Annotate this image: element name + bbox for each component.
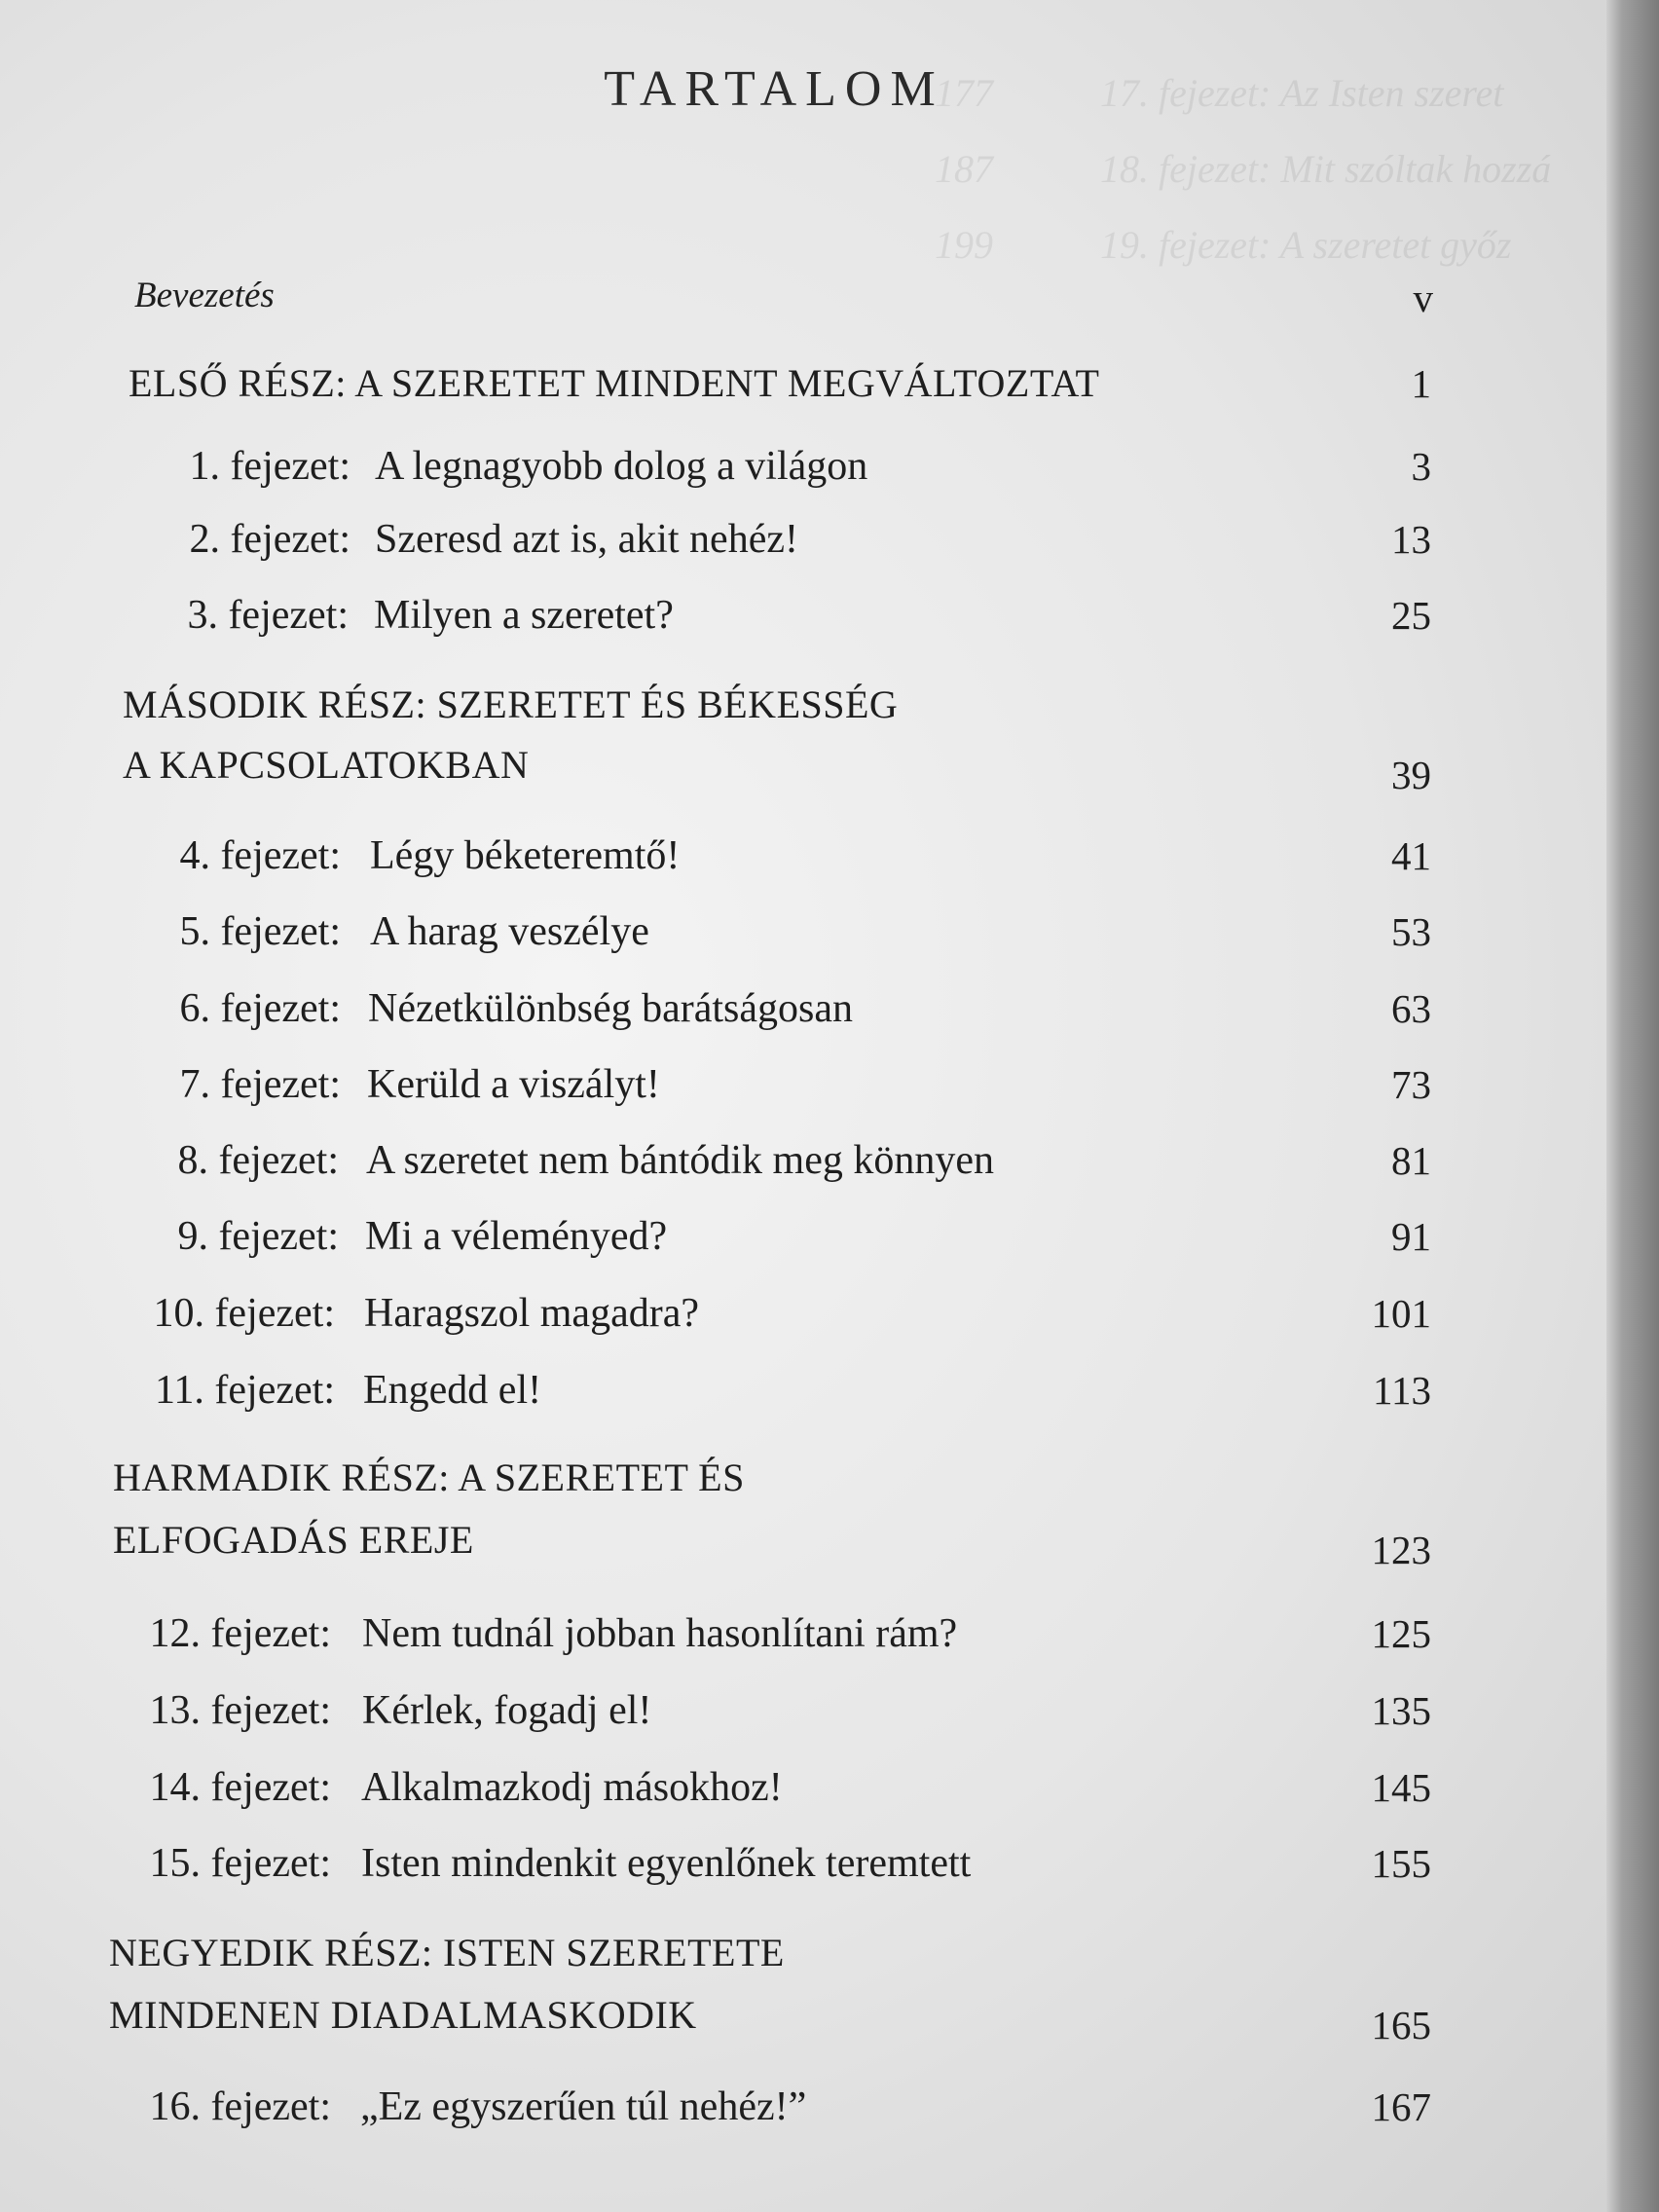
chapter-title: Kérlek, fogadj el!	[362, 1688, 652, 1733]
chapter-number: 16. fejezet:	[149, 2084, 331, 2129]
chapter-number: 15. fejezet:	[149, 1841, 331, 1886]
toc-chapter-row	[0, 1290, 1606, 1348]
toc-chapter-row	[0, 1213, 1606, 1272]
part-title: ELFOGADÁS EREJE	[113, 1518, 474, 1562]
page-number: 73	[1391, 1062, 1431, 1107]
page-number: v	[1413, 276, 1433, 320]
part-title: ELSŐ RÉSZ: A SZERETET MINDENT MEGVÁLTOZTAT	[129, 361, 1100, 405]
page-number: 135	[1371, 1688, 1431, 1733]
chapter-title: A szeretet nem bántódik meg könnyen	[366, 1138, 994, 1183]
toc-part-row	[0, 682, 1606, 740]
page-number: 63	[1391, 986, 1431, 1031]
bleed-through-line: 17. fejezet: Az Isten szeret	[1100, 71, 1504, 115]
page-number: 41	[1391, 833, 1431, 878]
toc-part-row	[0, 1992, 1606, 2050]
chapter-number: 8. fejezet:	[177, 1138, 339, 1183]
chapter-number: 9. fejezet:	[177, 1214, 339, 1259]
toc-chapter-row	[0, 1764, 1606, 1823]
chapter-title: A harag veszélye	[370, 909, 649, 954]
page-number: 25	[1391, 593, 1431, 638]
page-number: 145	[1371, 1765, 1431, 1810]
chapter-title: „Ez egyszerűen túl nehéz!”	[360, 2084, 807, 2129]
toc-chapter-row	[0, 2083, 1606, 2142]
page-number: 113	[1373, 1368, 1431, 1413]
toc-part-row	[0, 1517, 1606, 1575]
bleed-through-page: 177	[935, 71, 993, 115]
page-number: 13	[1391, 517, 1431, 562]
part-title: NEGYEDIK RÉSZ: ISTEN SZERETETE	[109, 1931, 785, 1974]
page-number: 165	[1371, 2003, 1431, 2047]
part-title: HARMADIK RÉSZ: A SZERETET ÉS	[113, 1456, 745, 1499]
chapter-number: 5. fejezet:	[179, 909, 341, 954]
toc-chapter-row	[0, 1061, 1606, 1120]
page-number: 155	[1371, 1841, 1431, 1886]
toc-chapter-row	[0, 443, 1606, 501]
toc-chapter-row	[0, 832, 1606, 891]
toc-part-row	[0, 1930, 1606, 1988]
page-number: 123	[1371, 1528, 1431, 1572]
chapter-title: Alkalmazkodj másokhoz!	[361, 1765, 783, 1810]
toc-chapter-row	[0, 1137, 1606, 1196]
page-number: 101	[1371, 1291, 1431, 1336]
chapter-number: 4. fejezet:	[179, 833, 341, 878]
page-number: 39	[1391, 753, 1431, 797]
page-number: 167	[1371, 2084, 1431, 2129]
toc-part-row	[0, 742, 1606, 800]
page-number: 53	[1391, 909, 1431, 954]
page-number: 3	[1411, 444, 1431, 489]
toc-part-row	[0, 1455, 1606, 1513]
bleed-through-page: 199	[935, 223, 993, 267]
chapter-title: Engedd el!	[363, 1368, 542, 1413]
chapter-title: Isten mindenkit egyenlőnek teremtett	[361, 1841, 972, 1886]
toc-chapter-row	[0, 985, 1606, 1044]
chapter-title: Nem tudnál jobban hasonlítani rám?	[362, 1611, 958, 1656]
chapter-title: Szeresd azt is, akit nehéz!	[375, 517, 798, 562]
toc-chapter-row	[0, 1610, 1606, 1669]
chapter-title: Mi a véleményed?	[365, 1214, 668, 1259]
chapter-number: 7. fejezet:	[179, 1062, 341, 1107]
part-title: A KAPCSOLATOKBAN	[123, 743, 530, 787]
chapter-title: Haragszol magadra?	[364, 1291, 699, 1336]
page-number: 91	[1391, 1214, 1431, 1259]
toc-chapter-row	[0, 592, 1606, 650]
page-number: 81	[1391, 1138, 1431, 1183]
toc-chapter-row	[0, 1840, 1606, 1899]
bleed-through-line: 19. fejezet: A szeretet győz	[1100, 223, 1512, 267]
page-number: 1	[1411, 361, 1431, 406]
chapter-number: 6. fejezet:	[179, 986, 341, 1031]
bleed-through-page: 187	[935, 147, 993, 191]
part-title: MÁSODIK RÉSZ: SZERETET ÉS BÉKESSÉG	[123, 682, 899, 726]
toc-chapter-row	[0, 1367, 1606, 1425]
chapter-number: 13. fejezet:	[149, 1688, 331, 1733]
intro-label: Bevezetés	[134, 276, 275, 315]
chapter-number: 12. fejezet:	[149, 1611, 331, 1656]
chapter-title: Nézetkülönbség barátságosan	[368, 986, 853, 1031]
chapter-number: 3. fejezet:	[187, 593, 349, 638]
toc-intro-row	[0, 275, 1606, 333]
chapter-number: 10. fejezet:	[153, 1291, 335, 1336]
chapter-title: A legnagyobb dolog a világon	[375, 444, 868, 489]
toc-part-row	[0, 360, 1606, 419]
toc-chapter-row	[0, 908, 1606, 967]
toc-title: TARTALOM	[604, 61, 944, 117]
chapter-title: Kerüld a viszályt!	[367, 1062, 660, 1107]
chapter-title: Milyen a szeretet?	[374, 593, 674, 638]
chapter-title: Légy béketeremtő!	[370, 833, 681, 878]
toc-chapter-row	[0, 516, 1606, 574]
page-number: 125	[1371, 1611, 1431, 1656]
chapter-number: 14. fejezet:	[149, 1765, 331, 1810]
chapter-number: 11. fejezet:	[154, 1368, 335, 1413]
part-title: MINDENEN DIADALMASKODIK	[109, 1993, 697, 2037]
chapter-number: 1. fejezet:	[189, 444, 350, 489]
toc-chapter-row	[0, 1687, 1606, 1746]
chapter-number: 2. fejezet:	[189, 517, 350, 562]
bleed-through-line: 18. fejezet: Mit szóltak hozzá	[1100, 147, 1552, 191]
book-spine-shadow	[1606, 0, 1659, 2212]
